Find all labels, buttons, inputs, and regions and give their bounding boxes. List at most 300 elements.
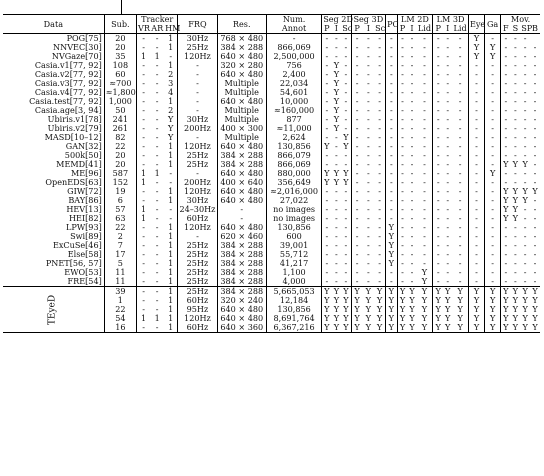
table-cell: 22,034 xyxy=(266,79,321,88)
table-cell: - xyxy=(366,150,370,160)
table-cell: Y xyxy=(333,114,340,124)
table-cell: - xyxy=(504,276,508,286)
table-cell: - xyxy=(155,78,159,88)
table-cell: - xyxy=(523,96,527,106)
teyed-label-cell xyxy=(3,287,104,333)
table-cell: - xyxy=(155,249,159,259)
table-cell: - xyxy=(485,277,501,287)
table-cell: - xyxy=(485,241,501,250)
table-cell: 4 xyxy=(164,88,178,97)
teyed-cell: - xyxy=(136,323,150,333)
table-cell: - xyxy=(523,276,527,286)
teyed-cell: 16 xyxy=(104,323,136,333)
table-cell: - xyxy=(485,250,501,259)
teyed-cell: 60Hz xyxy=(178,323,217,333)
teyed-cell: Y xyxy=(322,323,332,333)
table-cell: - xyxy=(410,60,414,70)
table-cell: - xyxy=(401,114,404,124)
table-cell: - xyxy=(446,96,450,106)
table-cell: - xyxy=(164,214,178,223)
table-cell: 63 xyxy=(104,214,136,223)
table-cell: - xyxy=(410,231,414,241)
table-cell: 22 xyxy=(104,142,136,151)
table-cell: - xyxy=(436,132,440,142)
teyed-cell: Y xyxy=(365,295,371,305)
table-cell: - xyxy=(335,33,338,43)
table-cell: - xyxy=(341,115,351,124)
table-cell: - xyxy=(468,259,484,268)
table-cell: - xyxy=(178,97,217,106)
table-cell: 640 × 480 xyxy=(217,223,266,232)
teyed-cell: Y xyxy=(417,305,433,314)
table-cell: - xyxy=(164,178,178,187)
table-cell: - xyxy=(504,258,508,268)
table-cell: - xyxy=(533,42,537,52)
table-cell: - xyxy=(374,196,386,205)
sub-ar: AR xyxy=(151,23,164,33)
table-cell: - xyxy=(355,213,359,223)
sub-seg3d-i: I xyxy=(363,24,375,34)
table-cell: - xyxy=(341,205,351,214)
table-cell: - xyxy=(523,105,527,115)
table-cell: - xyxy=(523,51,527,61)
table-cell: 30Hz xyxy=(178,196,217,205)
table-cell: - xyxy=(513,69,517,79)
table-cell: 384 × 288 xyxy=(217,268,266,277)
table-cell: - xyxy=(142,78,145,88)
table-cell: - xyxy=(374,70,386,79)
table-cell: - xyxy=(142,33,145,43)
col-eye: Eye xyxy=(468,15,484,34)
teyed-cell: Y xyxy=(409,322,415,332)
table-cell: - xyxy=(452,241,468,250)
table-cell: - xyxy=(504,177,508,187)
teyed-cell: Y xyxy=(435,313,441,323)
table-cell: Y xyxy=(503,186,509,196)
table-cell: - xyxy=(410,96,414,106)
table-cell: - xyxy=(436,213,440,223)
table-cell: - xyxy=(355,195,359,205)
teyed-cell: 60Hz xyxy=(178,296,217,305)
table-cell: - xyxy=(533,204,537,214)
teyed-cell: Y xyxy=(510,323,520,333)
table-cell: 768 × 480 xyxy=(217,34,266,44)
table-cell: - xyxy=(533,222,537,232)
table-cell: - xyxy=(452,205,468,214)
teyed-cell: Y xyxy=(341,314,351,323)
table-cell: Y xyxy=(503,195,509,205)
table-cell: Y xyxy=(468,52,484,61)
table-cell: - xyxy=(485,106,501,115)
table-cell: 4,000 xyxy=(266,277,321,287)
teyed-cell: Y xyxy=(452,296,468,305)
table-cell: - xyxy=(386,277,398,287)
table-cell: Y xyxy=(532,186,538,196)
table-cell: 60Hz xyxy=(178,214,217,223)
table-cell: Y xyxy=(503,204,509,214)
table-cell: - xyxy=(417,115,433,124)
table-cell: 2,500,000 xyxy=(266,52,321,61)
table-cell: - xyxy=(468,79,484,88)
table-cell: - xyxy=(401,69,404,79)
table-cell: 57 xyxy=(104,205,136,214)
teyed-cell: Y xyxy=(386,305,398,314)
table-cell: Multiple xyxy=(217,106,266,115)
table-cell: - xyxy=(410,69,414,79)
table-cell: - xyxy=(513,123,517,133)
table-cell: - xyxy=(142,267,145,277)
table-cell: 600 xyxy=(266,232,321,241)
table-cell: - xyxy=(513,42,517,52)
table-cell: Y xyxy=(324,168,330,178)
table-cell: - xyxy=(533,177,537,187)
table-cell: - xyxy=(341,88,351,97)
table-cell: - xyxy=(417,259,433,268)
table-cell: - xyxy=(533,78,537,88)
table-cell: - xyxy=(485,259,501,268)
teyed-cell: Y xyxy=(365,304,371,314)
table-cell: 20 xyxy=(104,151,136,160)
table-cell: - xyxy=(155,150,159,160)
table-cell: - xyxy=(401,168,404,178)
table-cell: - xyxy=(325,33,329,43)
table-cell: - xyxy=(468,241,484,250)
teyed-label: TEyeD xyxy=(47,294,58,325)
table-cell: - xyxy=(341,259,351,268)
table-cell: - xyxy=(452,88,468,97)
table-cell: - xyxy=(468,268,484,277)
table-cell: - xyxy=(374,259,386,268)
teyed-cell: Y xyxy=(333,295,340,305)
table-cell: 241 xyxy=(104,115,136,124)
table-cell: - xyxy=(374,187,386,196)
dataset-name-cell: Ubiris.v1[78] xyxy=(3,115,104,124)
table-cell: - xyxy=(436,258,440,268)
table-cell: - xyxy=(436,222,440,232)
table-cell: - xyxy=(452,151,468,160)
table-cell: - xyxy=(335,51,338,61)
table-cell: - xyxy=(401,33,404,43)
teyed-cell: Y xyxy=(532,313,538,323)
table-cell: Y xyxy=(512,186,519,196)
teyed-cell: Y xyxy=(354,295,360,305)
table-cell: - xyxy=(436,96,440,106)
teyed-cell: Y xyxy=(409,286,415,296)
table-cell: - xyxy=(401,249,404,259)
table-cell: - xyxy=(417,133,433,142)
table-cell: - xyxy=(386,124,398,133)
table-cell: - xyxy=(401,150,404,160)
teyed-cell: Y xyxy=(374,296,386,305)
table-cell: - xyxy=(504,231,508,241)
dataset-name-cell: EWO[53] xyxy=(3,268,104,277)
table-cell: - xyxy=(401,132,404,142)
table-cell: - xyxy=(523,204,527,214)
table-cell: - xyxy=(386,214,398,223)
table-cell: - xyxy=(142,222,145,232)
table-cell: - xyxy=(155,258,159,268)
table-cell: - xyxy=(355,141,359,151)
table-cell: - xyxy=(436,204,440,214)
table-cell: - xyxy=(335,267,338,277)
table-cell: - xyxy=(155,195,159,205)
table-cell: - xyxy=(468,250,484,259)
teyed-cell: Y xyxy=(485,323,501,333)
teyed-cell: - xyxy=(136,287,150,297)
teyed-cell: Y xyxy=(501,287,511,297)
table-cell: - xyxy=(523,141,527,151)
table-cell: - xyxy=(446,78,450,88)
table-cell: - xyxy=(142,105,145,115)
table-cell: 24–30Hz xyxy=(179,204,216,214)
dataset-name-cell: Ubiris.v2[79] xyxy=(3,124,104,133)
table-cell: - xyxy=(417,250,433,259)
table-cell: - xyxy=(504,141,508,151)
dataset-name-cell: OpenEDS[63] xyxy=(3,178,104,187)
table-cell: 640 × 480 xyxy=(217,187,266,196)
table-cell: 2,400 xyxy=(266,70,321,79)
table-cell: - xyxy=(355,168,359,178)
sub-annot: Annot xyxy=(266,24,321,34)
table-cell: - xyxy=(341,70,351,79)
teyed-cell: Y xyxy=(374,314,386,323)
table-cell: - xyxy=(374,79,386,88)
table-cell: 20 xyxy=(104,160,136,169)
table-cell: - xyxy=(164,169,178,178)
table-cell: - xyxy=(468,133,484,142)
table-cell: - xyxy=(355,258,359,268)
table-cell: 640 × 480 xyxy=(217,142,266,151)
teyed-cell: Y xyxy=(435,295,441,305)
dataset-name-cell: GAN[32] xyxy=(3,142,104,151)
table-cell: - xyxy=(401,105,404,115)
table-cell: - xyxy=(523,132,527,142)
col-frq: FRQ xyxy=(178,15,217,34)
table-cell: 1,000 xyxy=(104,97,136,106)
table-cell: - xyxy=(355,222,359,232)
sub-lm3d-p: P xyxy=(433,24,443,34)
dataset-name-cell: FRE[54] xyxy=(3,277,104,287)
table-cell: - xyxy=(335,240,338,250)
table-cell: 20 xyxy=(104,34,136,44)
table-cell: - xyxy=(386,169,398,178)
table-cell: - xyxy=(446,267,450,277)
table-cell: - xyxy=(533,123,537,133)
teyed-cell: Y xyxy=(397,323,407,333)
table-cell: - xyxy=(355,33,359,43)
table-cell: - xyxy=(325,150,329,160)
teyed-cell: 1 xyxy=(164,314,178,323)
table-cell: - xyxy=(468,106,484,115)
table-cell: - xyxy=(366,213,370,223)
table-cell: - xyxy=(386,70,398,79)
table-cell: Y xyxy=(333,177,340,187)
table-cell: - xyxy=(335,141,338,151)
table-cell: Y xyxy=(468,43,484,52)
teyed-cell: Y xyxy=(522,304,528,314)
table-cell: - xyxy=(355,276,359,286)
table-cell: 1 xyxy=(164,268,178,277)
table-cell: Y xyxy=(164,124,178,133)
table-cell: 877 xyxy=(266,115,321,124)
table-cell: Y xyxy=(333,78,340,88)
table-cell: - xyxy=(436,114,440,124)
teyed-cell: - xyxy=(155,304,159,314)
dataset-name-cell: HEV[13] xyxy=(3,205,104,214)
table-cell: - xyxy=(523,123,527,133)
table-cell: - xyxy=(417,205,433,214)
table-cell: - xyxy=(533,150,537,160)
table-cell: - xyxy=(374,61,386,70)
table-cell: - xyxy=(446,195,450,205)
table-cell: - xyxy=(452,250,468,259)
table-cell: - xyxy=(452,61,468,70)
table-cell: 640 × 480 xyxy=(217,196,266,205)
table-cell: Y xyxy=(324,141,330,151)
teyed-cell: 22 xyxy=(104,305,136,314)
table-cell: - xyxy=(341,187,351,196)
table-cell: - xyxy=(341,223,351,232)
table-cell: 384 × 288 xyxy=(217,241,266,250)
table-cell: - xyxy=(366,195,370,205)
table-cell: - xyxy=(417,97,433,106)
table-cell: - xyxy=(446,60,450,70)
teyed-cell: Y xyxy=(417,296,433,305)
table-cell: - xyxy=(335,276,338,286)
table-cell: - xyxy=(504,168,508,178)
sub-lm3d-lid: Lid xyxy=(453,23,467,33)
table-cell: - xyxy=(446,168,450,178)
table-cell: - xyxy=(468,169,484,178)
teyed-cell: - xyxy=(142,304,145,314)
table-cell: - xyxy=(374,43,386,52)
table-cell: - xyxy=(533,267,537,277)
teyed-cell: Y xyxy=(445,322,451,332)
table-cell: 866,069 xyxy=(266,160,321,169)
table-cell: - xyxy=(485,268,501,277)
table-cell: 1 xyxy=(164,232,178,241)
table-cell: - xyxy=(533,159,537,169)
table-cell: - xyxy=(504,87,508,97)
table-cell: - xyxy=(374,277,386,287)
table-cell: - xyxy=(485,205,501,214)
table-cell: no images xyxy=(266,205,321,214)
table-cell: - xyxy=(155,159,159,169)
table-cell: - xyxy=(485,178,501,187)
table-cell: - xyxy=(386,106,398,115)
table-cell: - xyxy=(178,61,217,70)
table-cell: - xyxy=(436,51,440,61)
table-cell: - xyxy=(142,159,145,169)
teyed-cell: Y xyxy=(322,287,332,297)
teyed-cell: Y xyxy=(409,295,415,305)
table-cell: - xyxy=(386,133,398,142)
table-cell: - xyxy=(417,241,433,250)
table-cell: - xyxy=(446,132,450,142)
teyed-cell: Y xyxy=(445,304,451,314)
table-cell: - xyxy=(410,132,414,142)
table-cell: - xyxy=(446,240,450,250)
table-cell: 27,022 xyxy=(266,196,321,205)
table-cell: 54,601 xyxy=(266,88,321,97)
table-cell: - xyxy=(523,168,527,178)
sub-seg3d-sc: Sc xyxy=(375,23,386,33)
table-cell: - xyxy=(366,177,370,187)
table-cell: - xyxy=(374,52,386,61)
table-cell: - xyxy=(485,34,501,44)
table-cell: - xyxy=(468,61,484,70)
table-cell: 130,856 xyxy=(266,223,321,232)
table-cell: - xyxy=(410,159,414,169)
table-cell: - xyxy=(386,142,398,151)
table-cell: - xyxy=(366,168,370,178)
table-cell: - xyxy=(366,42,370,52)
table-cell: - xyxy=(523,114,527,124)
table-cell: - xyxy=(325,42,329,52)
table-cell: 39,001 xyxy=(266,241,321,250)
table-cell: 1 xyxy=(141,177,147,187)
table-cell: 587 xyxy=(104,169,136,178)
table-cell: - xyxy=(155,33,159,43)
table-cell: 55,712 xyxy=(266,250,321,259)
teyed-cell: Y xyxy=(503,295,509,305)
teyed-cell: Y xyxy=(468,305,484,314)
table-cell: 400 × 640 xyxy=(217,178,266,187)
table-cell: Y xyxy=(485,169,501,178)
table-cell: - xyxy=(386,52,398,61)
table-cell: - xyxy=(533,60,537,70)
table-cell: 152 xyxy=(104,178,136,187)
teyed-cell: Y xyxy=(522,295,528,305)
table-cell: - xyxy=(325,87,329,97)
table-cell: 1,100 xyxy=(266,268,321,277)
table-cell: - xyxy=(417,61,433,70)
table-cell: 320 × 280 xyxy=(217,61,266,70)
table-cell: - xyxy=(366,123,370,133)
table-cell: - xyxy=(485,115,501,124)
table-cell: Y xyxy=(503,213,509,223)
teyed-cell: Y xyxy=(354,313,360,323)
table-cell: - xyxy=(142,240,145,250)
table-cell: - xyxy=(325,51,329,61)
table-cell: - xyxy=(335,249,338,259)
table-cell: - xyxy=(266,34,321,44)
table-cell: Multiple xyxy=(217,88,266,97)
table-cell: Y xyxy=(164,133,178,142)
table-cell: Y xyxy=(324,177,330,187)
table-cell: - xyxy=(401,78,404,88)
teyed-cell: 1 xyxy=(164,323,178,333)
table-cell: - xyxy=(374,142,386,151)
table-cell: - xyxy=(446,258,450,268)
table-cell: ≈1,800 xyxy=(105,87,136,97)
sub-seg3d-p: P xyxy=(351,24,363,34)
table-cell: Y xyxy=(164,115,178,124)
table-cell: - xyxy=(523,267,527,277)
table-cell: - xyxy=(374,205,386,214)
table-cell: - xyxy=(374,214,386,223)
table-cell: - xyxy=(410,78,414,88)
table-cell: - xyxy=(410,258,414,268)
table-cell: - xyxy=(533,51,537,61)
table-cell: 20 xyxy=(104,43,136,52)
table-cell: - xyxy=(341,43,351,52)
table-cell: 35 xyxy=(104,52,136,61)
col-mov: Mov. xyxy=(501,15,540,25)
sub-lm3d-i: I xyxy=(443,24,452,34)
table-cell: - xyxy=(410,123,414,133)
table-cell: - xyxy=(355,150,359,160)
